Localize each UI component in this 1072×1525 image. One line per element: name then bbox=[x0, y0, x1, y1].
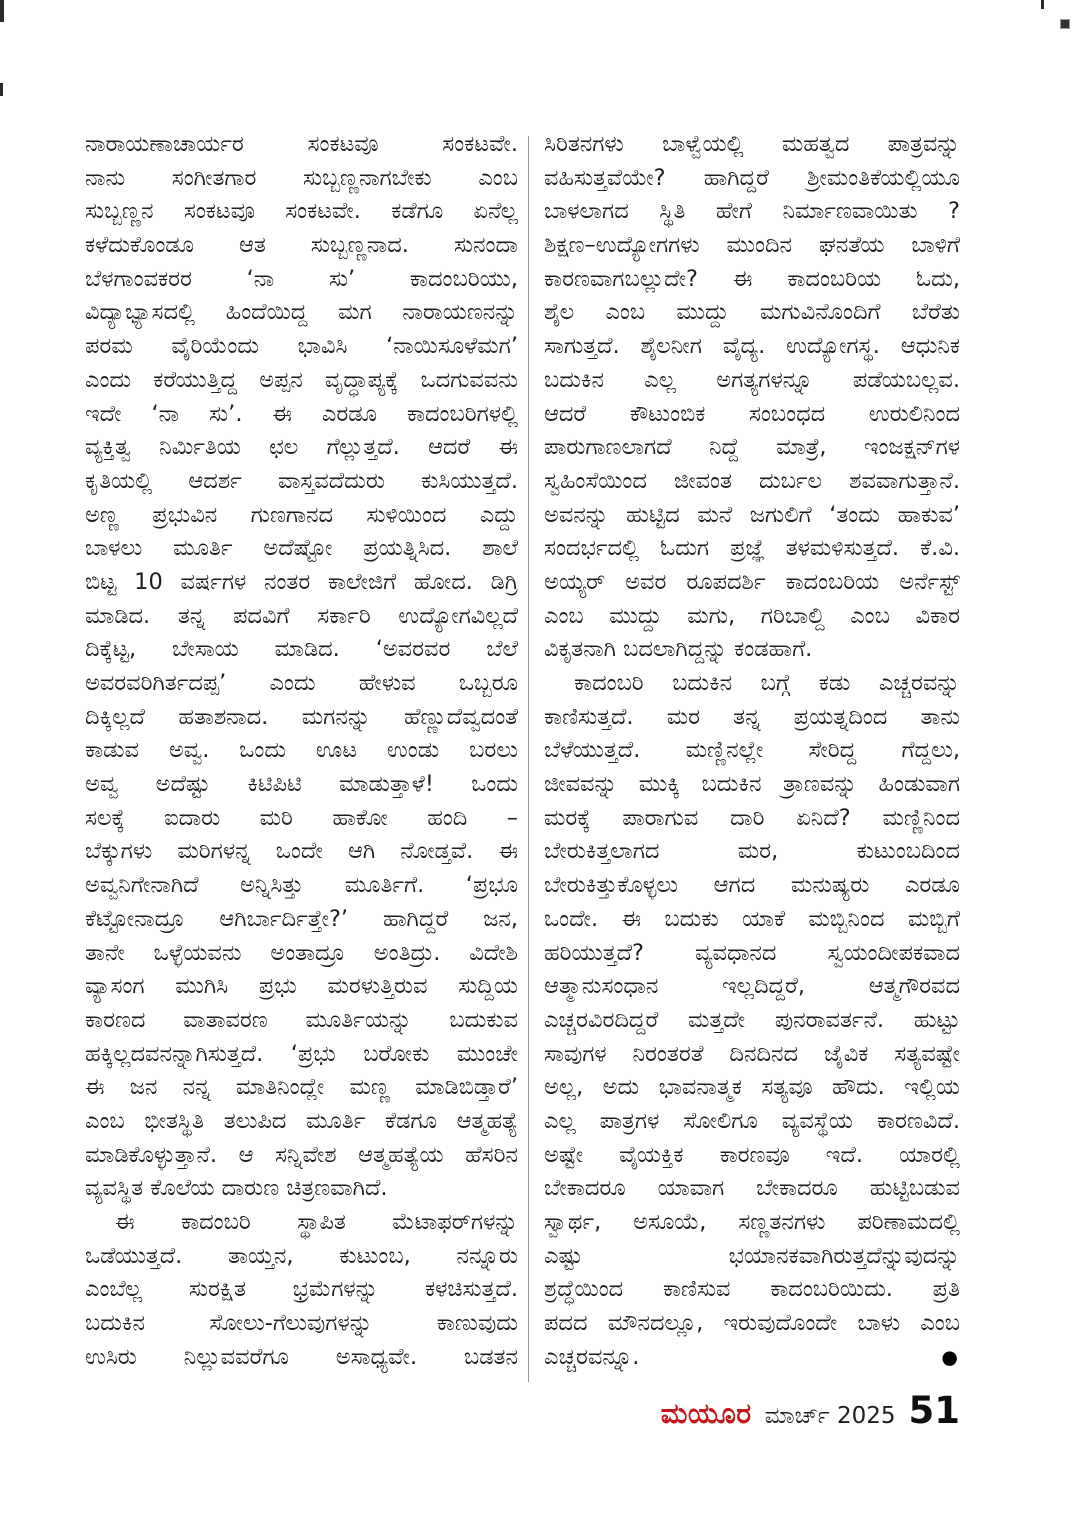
crop-mark-top-left bbox=[0, 0, 4, 22]
text-line: ಅಯ್ಯರ್ ಅವರ ರೂಪದರ್ಶಿ ಕಾದಂಬರಿಯ ಅರ್ನೆಸ್ಟ್ bbox=[544, 568, 960, 595]
column-divider bbox=[528, 136, 529, 1382]
text-line: ಸಂದರ್ಭದಲ್ಲಿ ಓದುಗ ಪ್ರಜ್ಞೆ ತಳಮಳಿಸುತ್ತದೆ. ಕೆ.ವಿ. bbox=[544, 535, 960, 562]
text-line: ಸ್ವಾರ್ಥ, ಅಸೂಯೆ, ಸಣ್ಣತನಗಳು ಪರಿಣಾಮದಲ್ಲಿ bbox=[544, 1209, 960, 1235]
text-line: ಪಾರುಗಾಣಲಾಗದೆ ನಿದ್ದೆ ಮಾತ್ರೆ, ಇಂಜಕ್ಷನ್‌ಗಳ bbox=[544, 434, 960, 461]
page-footer bbox=[661, 1389, 960, 1432]
text-line: ನಾರಾಯಣಾಚಾರ್ಯರ ಸಂಕಟವೂ ಸಂಕಟವೇ. bbox=[85, 131, 518, 157]
text-line: ಅವನನ್ನು ಹುಟ್ಟಿದ ಮನೆ ಜಗುಲಿಗೆ ‘ತಂದು ಹಾಕುವ’ bbox=[544, 501, 960, 528]
text-line: ತಾನೇ ಒಳ್ಳೆಯವನು ಅಂತಾದ್ರೂ ಅಂತಿದ್ರು. ವಿದೇಶಿ bbox=[85, 939, 518, 966]
text-line: ಎಷ್ಟು ಭಯಾನಕವಾಗಿರುತ್ತದೆನ್ನುವುದನ್ನು bbox=[544, 1242, 960, 1269]
text-line: ಬೆಕ್ಕುಗಳು ಮರಿಗಳನ್ನ ಒಂದೇ ಆಗಿ ನೋಡ್ತವೆ. ಈ bbox=[85, 838, 518, 865]
text-line: ಒಂದೇ. ಈ ಬದುಕು ಯಾಕೆ ಮಬ್ಬಿನಿಂದ ಮಬ್ಬಿಗೆ bbox=[544, 905, 960, 932]
text-line: ಮಾಡಿಕೊಳ್ಳುತ್ತಾನೆ. ಆ ಸನ್ನಿವೇಶ ಆತ್ಮಹತ್ಯೆಯ ಹೆಸರಿನ bbox=[85, 1141, 518, 1168]
text-line: ವಿಕೃತನಾಗಿ ಬದಲಾಗಿದ್ದನ್ನು ಕಂಡಹಾಗೆ. bbox=[544, 636, 813, 663]
text-line: ಬೆಳೆಯುತ್ತದೆ. ಮಣ್ಣಿನಲ್ಲೇ ಸೇರಿದ್ದ ಗೆದ್ದಲು, bbox=[544, 737, 960, 764]
text-line: ಹಕ್ಕಿಲ್ಲದವನನ್ನಾಗಿಸುತ್ತದೆ. ‘ಪ್ರಭು ಬರೋಕು ಮುಂಚೇ bbox=[85, 1040, 518, 1067]
text-line: ಅವ್ವ ಅದೆಷ್ಟು ಕಿಟಿಪಿಟಿ ಮಾಡುತ್ತಾಳೆ! ಒಂದು bbox=[85, 771, 518, 798]
text-line: ಈ ಕಾದಂಬರಿ ಸ್ಥಾಪಿತ ಮೆಟಾಫರ್‌ಗಳನ್ನು bbox=[115, 1209, 518, 1235]
text-line: ಸುಬ್ಬಣ್ಣನ ಸಂಕಟವೂ ಸಂಕಟವೇ. ಕಡೆಗೂ ಏನೆಲ್ಲ bbox=[85, 198, 518, 225]
text-line: ಶೈಲ ಎಂಬ ಮುದ್ದು ಮಗುವಿನೊಂದಿಗೆ ಬೆರೆತು bbox=[544, 299, 960, 326]
text-column-right bbox=[544, 128, 960, 1382]
text-line: ಬೇರುಕಿತ್ತುಕೊಳ್ಳಲು ಆಗದ ಮನುಷ್ಯರು ಎರಡೂ bbox=[544, 872, 960, 899]
text-line: ಬಾಳಲಾಗದ ಸ್ಥಿತಿ ಹೇಗೆ ನಿರ್ಮಾಣವಾಯಿತು ? bbox=[544, 198, 960, 225]
text-line: ಈ ಜನ ನನ್ನ ಮಾತಿನಿಂದ್ಲೇ ಮಣ್ಣ ಮಾಡಿಬಿಡ್ತಾರೆ’ bbox=[85, 1074, 518, 1101]
text-line: ವಿದ್ಯಾಭ್ಯಾಸದಲ್ಲಿ ಹಿಂದೆಯಿದ್ದ ಮಗ ನಾರಾಯಣನನ್ನು bbox=[85, 299, 518, 326]
text-line: ಸಲಕ್ಕೆ ಐದಾರು ಮರಿ ಹಾಕೋ ಹಂದಿ – bbox=[85, 804, 518, 831]
text-line: ಇದೇ ‘ನಾ ಸು’. ಈ ಎರಡೂ ಕಾದಂಬರಿಗಳಲ್ಲಿ bbox=[85, 400, 518, 427]
text-line: ಬಿಟ್ಟ 10 ವರ್ಷಗಳ ನಂತರ ಕಾಲೇಜಿಗೆ ಹೋದ. ಡಿಗ್ರಿ bbox=[85, 568, 518, 595]
text-line: ಪರಮ ವೈರಿಯೆಂದು ಭಾವಿಸಿ ‘ನಾಯಿಸೂಳೆಮಗ’ bbox=[85, 333, 518, 360]
text-line: ಕಾಣಿಸುತ್ತದೆ. ಮರ ತನ್ನ ಪ್ರಯತ್ನದಿಂದ ತಾನು bbox=[544, 703, 960, 730]
text-line: ವ್ಯವಸ್ಥಿತ ಕೊಲೆಯ ದಾರುಣ ಚಿತ್ರಣವಾಗಿದೆ. bbox=[85, 1175, 388, 1202]
text-line: ಎಂಬೆಲ್ಲ ಸುರಕ್ಷಿತ ಭ್ರಮೆಗಳನ್ನು ಕಳಚಿಸುತ್ತದೆ. bbox=[85, 1276, 518, 1303]
text-line: ಮಾಡಿದ. ತನ್ನ ಪದವಿಗೆ ಸರ್ಕಾರಿ ಉದ್ಯೋಗವಿಲ್ಲದೆ bbox=[85, 602, 518, 629]
text-line: ಎಂಬ ಭೀತಸ್ಥಿತಿ ತಲುಪಿದ ಮೂರ್ತಿ ಕೆಡಗೂ ಆತ್ಮಹತ್ಯೆ bbox=[85, 1107, 518, 1134]
text-line: ಬದುಕಿನ ಎಲ್ಲ ಅಗತ್ಯಗಳನ್ನೂ ಪಡೆಯಬಲ್ಲವ. bbox=[544, 366, 960, 393]
text-line: ಬೆಳಗಾಂವಕರರ ‘ನಾ ಸು’ ಕಾದಂಬರಿಯು, bbox=[85, 265, 518, 292]
text-line: ಅಣ್ಣ ಪ್ರಭುವಿನ ಗುಣಗಾನದ ಸುಳಿಯಿಂದ ಎದ್ದು bbox=[85, 501, 518, 528]
text-line: ಕಾಡುವ ಅವ್ವ. ಒಂದು ಊಟ ಉಂಡು ಬರಲು bbox=[85, 737, 518, 764]
text-line: ಬದುಕಿನ ಸೋಲು-ಗೆಲುವುಗಳನ್ನು ಕಾಣುವುದು bbox=[85, 1310, 518, 1337]
text-line: ನಾನು ಸಂಗೀತಗಾರ ಸುಬ್ಬಣ್ಣನಾಗಬೇಕು ಎಂಬ bbox=[85, 164, 518, 191]
text-line: ಶ್ರದ್ಧೆಯಿಂದ ಕಾಣಿಸುವ ಕಾದಂಬರಿಯಿದು. ಪ್ರತಿ bbox=[544, 1276, 960, 1303]
text-line: ಪದದ ಮೌನದಲ್ಲೂ, ಇರುವುದೊಂದೇ ಬಾಳು ಎಂಬ bbox=[544, 1310, 960, 1337]
text-line: ಎಚ್ಚರವಿರದಿದ್ದರೆ ಮತ್ತದೇ ಪುನರಾವರ್ತನೆ. ಹುಟ್ಟು bbox=[544, 1006, 960, 1033]
footer-issue-date: ಮಾರ್ಚ್ 2025 bbox=[764, 1403, 896, 1429]
text-column-left bbox=[85, 128, 518, 1382]
crop-mark-top-right-tick bbox=[1041, 0, 1044, 9]
text-line: ಮರಕ್ಕೆ ಪಾರಾಗುವ ದಾರಿ ಏನಿದೆ? ಮಣ್ಣಿನಿಂದ bbox=[544, 804, 960, 831]
text-line: ಕಾರಣವಾಗಬಲ್ಲುದೇ? ಈ ಕಾದಂಬರಿಯ ಓದು, bbox=[544, 265, 960, 292]
text-line: ಅವ್ವನಿಗೇನಾಗಿದೆ ಅನ್ನಿಸಿತ್ತು ಮೂರ್ತಿಗೆ. ‘ಪ್ರಭೂ bbox=[85, 872, 518, 899]
registration-mark-top-right bbox=[1061, 20, 1069, 28]
text-line: ವ್ಯಕ್ತಿತ್ವ ನಿರ್ಮಿತಿಯ ಛಲ ಗೆಲ್ಲುತ್ತದೆ. ಆದರೆ ಈ bbox=[85, 434, 518, 461]
text-line: ದಿಕ್ಕೆಟ್ಟ, ಬೇಸಾಯ ಮಾಡಿದ. ‘ಅವರವರ ಬೆಲೆ bbox=[85, 636, 518, 663]
text-line: ಬಾಳಲು ಮೂರ್ತಿ ಅದೆಷ್ಟೋ ಪ್ರಯತ್ನಿಸಿದ. ಶಾಲೆ bbox=[85, 535, 518, 562]
text-line: ಅವರವರಿಗಿರ್ತದಪ್ಪ’ ಎಂದು ಹೇಳುವ ಒಬ್ಬರೂ bbox=[85, 670, 518, 696]
text-line: ಜೀವವನ್ನು ಮುಕ್ಕಿ ಬದುಕಿನ ತ್ರಾಣವನ್ನು ಹಿಂಡುವಾಗ bbox=[544, 771, 960, 798]
text-line: ಕಾರಣದ ವಾತಾವರಣ ಮೂರ್ತಿಯನ್ನು ಬದುಕುವ bbox=[85, 1006, 518, 1033]
text-line: ಸಾಗುತ್ತದೆ. ಶೈಲನೀಗ ವೈದ್ಯ. ಉದ್ಯೋಗಸ್ಥ. ಆಧುನಿಕ bbox=[544, 333, 960, 360]
text-line: ಶಿಕ್ಷಣ–ಉದ್ಯೋಗಗಳು ಮುಂದಿನ ಘನತೆಯ ಬಾಳಿಗೆ bbox=[544, 232, 960, 259]
footer-page-number: 51 bbox=[908, 1389, 960, 1432]
text-line: ಸಿರಿತನಗಳು ಬಾಳ್ವೆಯಲ್ಲಿ ಮಹತ್ವದ ಪಾತ್ರವನ್ನು bbox=[544, 131, 960, 157]
text-line: ಉಸಿರು ನಿಲ್ಲುವವರೆಗೂ ಅಸಾಧ್ಯವೇ. ಬಡತನ bbox=[85, 1343, 518, 1370]
text-line: ಆತ್ಮಾನುಸಂಧಾನ ಇಲ್ಲದಿದ್ದರೆ, ಆತ್ಮಗೌರವದ bbox=[544, 973, 960, 1000]
text-line: ದಿಕ್ಕಿಲ್ಲದೆ ಹತಾಶನಾದ. ಮಗನನ್ನು ಹೆಣ್ಣುದೆವ್ವದಂತೆ bbox=[85, 703, 518, 730]
text-line: ಎಚ್ಚರವನ್ನೂ. ● bbox=[544, 1343, 958, 1370]
text-line: ಸಾವುಗಳ ನಿರಂತರತೆ ದಿನದಿನದ ಜೈವಿಕ ಸತ್ಯವಷ್ಟೇ bbox=[544, 1040, 960, 1067]
text-line: ಸ್ವಹಿಂಸೆಯಿಂದ ಜೀವಂತ ದುರ್ಬಲ ಶವವಾಗುತ್ತಾನೆ. bbox=[544, 467, 960, 494]
end-of-article-bullet-icon: ● bbox=[941, 1346, 958, 1369]
text-line: ವಹಿಸುತ್ತವೆಯೇ? ಹಾಗಿದ್ದರೆ ಶ್ರೀಮಂತಿಕೆಯಲ್ಲಿಯೂ bbox=[544, 164, 960, 191]
magazine-logo: ಮಯೂರ bbox=[660, 1397, 752, 1430]
text-line: ಎಂಬ ಮುದ್ದು ಮಗು, ಗರಿಬಾಲ್ದಿ ಎಂಬ ವಿಕಾರ bbox=[544, 602, 960, 629]
text-line: ಎಂದು ಕರೆಯುತ್ತಿದ್ದ ಅಪ್ಪನ ವೃದ್ಧಾಪ್ಯಕ್ಕೆ ಒದಗುವವನು bbox=[85, 366, 518, 393]
text-line: ಬೇಕಾದರೂ ಯಾವಾಗ ಬೇಕಾದರೂ ಹುಟ್ಟಿಬಡುವ bbox=[544, 1175, 960, 1202]
text-line: ವ್ಯಾಸಂಗ ಮುಗಿಸಿ ಪ್ರಭು ಮರಳುತ್ತಿರುವ ಸುದ್ದಿಯ bbox=[85, 973, 518, 1000]
text-line: ಬೇರುಕಿತ್ತಲಾಗದ ಮರ, ಕುಟುಂಬದಿಂದ bbox=[544, 838, 960, 865]
text-line: ಕೆಟ್ಟೋನಾದ್ರೂ ಆಗಿರ್ಬಾರ್ದಿತ್ತೇ?’ ಹಾಗಿದ್ದರೆ ಜನ, bbox=[85, 905, 518, 932]
text-line: ಆದರೆ ಕೌಟುಂಬಿಕ ಸಂಬಂಧದ ಉರುಲಿನಿಂದ bbox=[544, 400, 960, 427]
text-line: ಎಲ್ಲ ಪಾತ್ರಗಳ ಸೋಲಿಗೂ ವ್ಯವಸ್ಥೆಯ ಕಾರಣವಿದೆ. bbox=[544, 1107, 960, 1134]
text-line: ಕಳೆದುಕೊಂಡೂ ಆತ ಸುಬ್ಬಣ್ಣನಾದ. ಸುನಂದಾ bbox=[85, 232, 518, 259]
article-body bbox=[85, 128, 960, 1382]
text-line: ಅಲ್ಲ, ಅದು ಭಾವನಾತ್ಮಕ ಸತ್ಯವೂ ಹೌದು. ಇಲ್ಲಿಯ bbox=[544, 1074, 960, 1101]
text-line: ಒಡೆಯುತ್ತದೆ. ತಾಯ್ತನ, ಕುಟುಂಬ, ನನ್ನೂರು bbox=[85, 1242, 518, 1269]
crop-mark-left-edge bbox=[0, 83, 3, 96]
text-line: ಕಾದಂಬರಿ ಬದುಕಿನ ಬಗ್ಗೆ ಕಡು ಎಚ್ಚರವನ್ನು bbox=[574, 670, 960, 696]
text-line: ಹರಿಯುತ್ತದೆ? ವ್ಯವಧಾನದ ಸ್ವಯಂದೀಪಕವಾದ bbox=[544, 939, 960, 966]
text-line: ಕೃತಿಯಲ್ಲಿ ಆದರ್ಶ ವಾಸ್ತವದೆದುರು ಕುಸಿಯುತ್ತದೆ. bbox=[85, 467, 518, 494]
text-line: ಅಷ್ಟೇ ವೈಯಕ್ತಿಕ ಕಾರಣವೂ ಇದೆ. ಯಾರಲ್ಲಿ bbox=[544, 1141, 960, 1168]
